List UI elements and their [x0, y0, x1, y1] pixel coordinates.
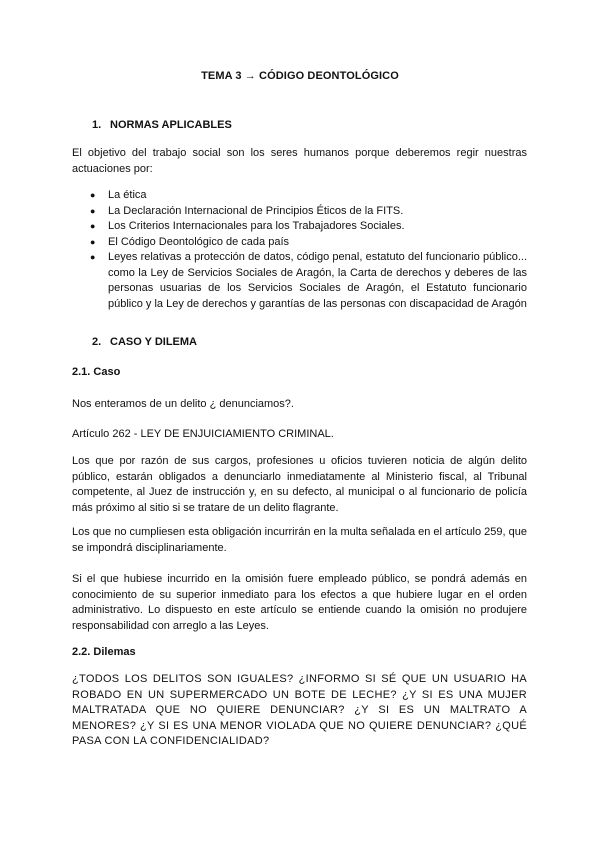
bullet-icon: ● [90, 221, 96, 231]
bullet-icon: ● [90, 236, 96, 247]
list-item: ● La ética [72, 188, 527, 204]
list-item: ● Leyes relativas a protección de datos, código penal, estatuto del funcionario público... como la Ley de Servicios Sociales de Aragón, la Carta de derechos y deberes de las personas usuarias de los Servicios Sociales de Aragón, el Estatuto funcionario público y la Ley de derechos y garantías de las personas con discapacidad de Aragón [90, 251, 527, 310]
section-1-number: 1. [92, 119, 102, 131]
bullet-icon: ● [90, 205, 96, 216]
dilemas-text: ¿TODOS LOS DELITOS SON IGUALES? ¿INFORMO SI SÉ QUE UN USUARIO HA ROBADO EN UN SUPERMERCADO UN BOTE DE LECHE? ¿Y SI ES UNA MUJER MALTRATADA QUE NO QUIERE DENUNCIAR? ¿Y SI ES UN MALTRATO A MENORES? ¿Y SI ES UNA MENOR VIOLADA QUE NO QUIERE DENUNCIAR? ¿QUÉ PASA CON LA CONFIDENCIALIDAD? [72, 673, 527, 747]
bullet-icon: ● [90, 252, 96, 262]
section-2-number: 2. [92, 336, 102, 348]
caso-paragraph-3: Si el que hubiese incurrido en la omisión fuere empleado público, se pondrá además en conocimiento de su superior inmediato para los efectos a que hubiere lugar en el orden administrativo. Lo dispuesto en este artículo se entiende cuando la omisión no produjere responsabilidad con arreglo a las Leyes. [72, 573, 527, 632]
list-item: ● El Código Deontológico de cada país [72, 235, 527, 251]
section-2-heading [92, 336, 197, 348]
list-item: ● La Declaración Internacional de Principios Éticos de la FITS. [72, 204, 527, 220]
subsection-dilemas-heading: 2.2. Dilemas [72, 646, 136, 658]
caso-question: Nos enteramos de un delito ¿ denunciamos?. [72, 398, 294, 410]
caso-article: Artículo 262 - LEY DE ENJUICIAMIENTO CRIMINAL. [72, 428, 334, 440]
section-1-title: NORMAS APLICABLES [110, 119, 232, 131]
list-item: ● Los Criterios Internacionales para los Trabajadores Sociales. [72, 219, 527, 235]
caso-paragraph-2: Los que no cumpliesen esta obligación incurrirán en la multa señalada en el artículo 259, que se impondrá disciplinariamente. [72, 526, 527, 554]
section-1-intro: El objetivo del trabajo social son los seres humanos porque deberemos regir nuestras actuaciones por: [72, 147, 527, 175]
caso-paragraph-1: Los que por razón de sus cargos, profesiones u oficios tuvieren noticia de algún delito público, estarán obligados a denunciarlo inmediatamente al Ministerio fiscal, al Tribunal competente, al Juez de instrucción y, en su defecto, al municipal o al funcionario de policía más próximo al sitio si se tratare de un delito flagrante. [72, 455, 527, 514]
bullet-icon: ● [90, 190, 96, 200]
norms-list [72, 188, 527, 312]
subsection-caso-heading: 2.1. Caso [72, 366, 121, 378]
section-2-title: CASO Y DILEMA [110, 336, 197, 348]
section-1-heading [92, 119, 232, 131]
document-title: TEMA 3 → CÓDIGO DEONTOLÓGICO [201, 70, 399, 82]
